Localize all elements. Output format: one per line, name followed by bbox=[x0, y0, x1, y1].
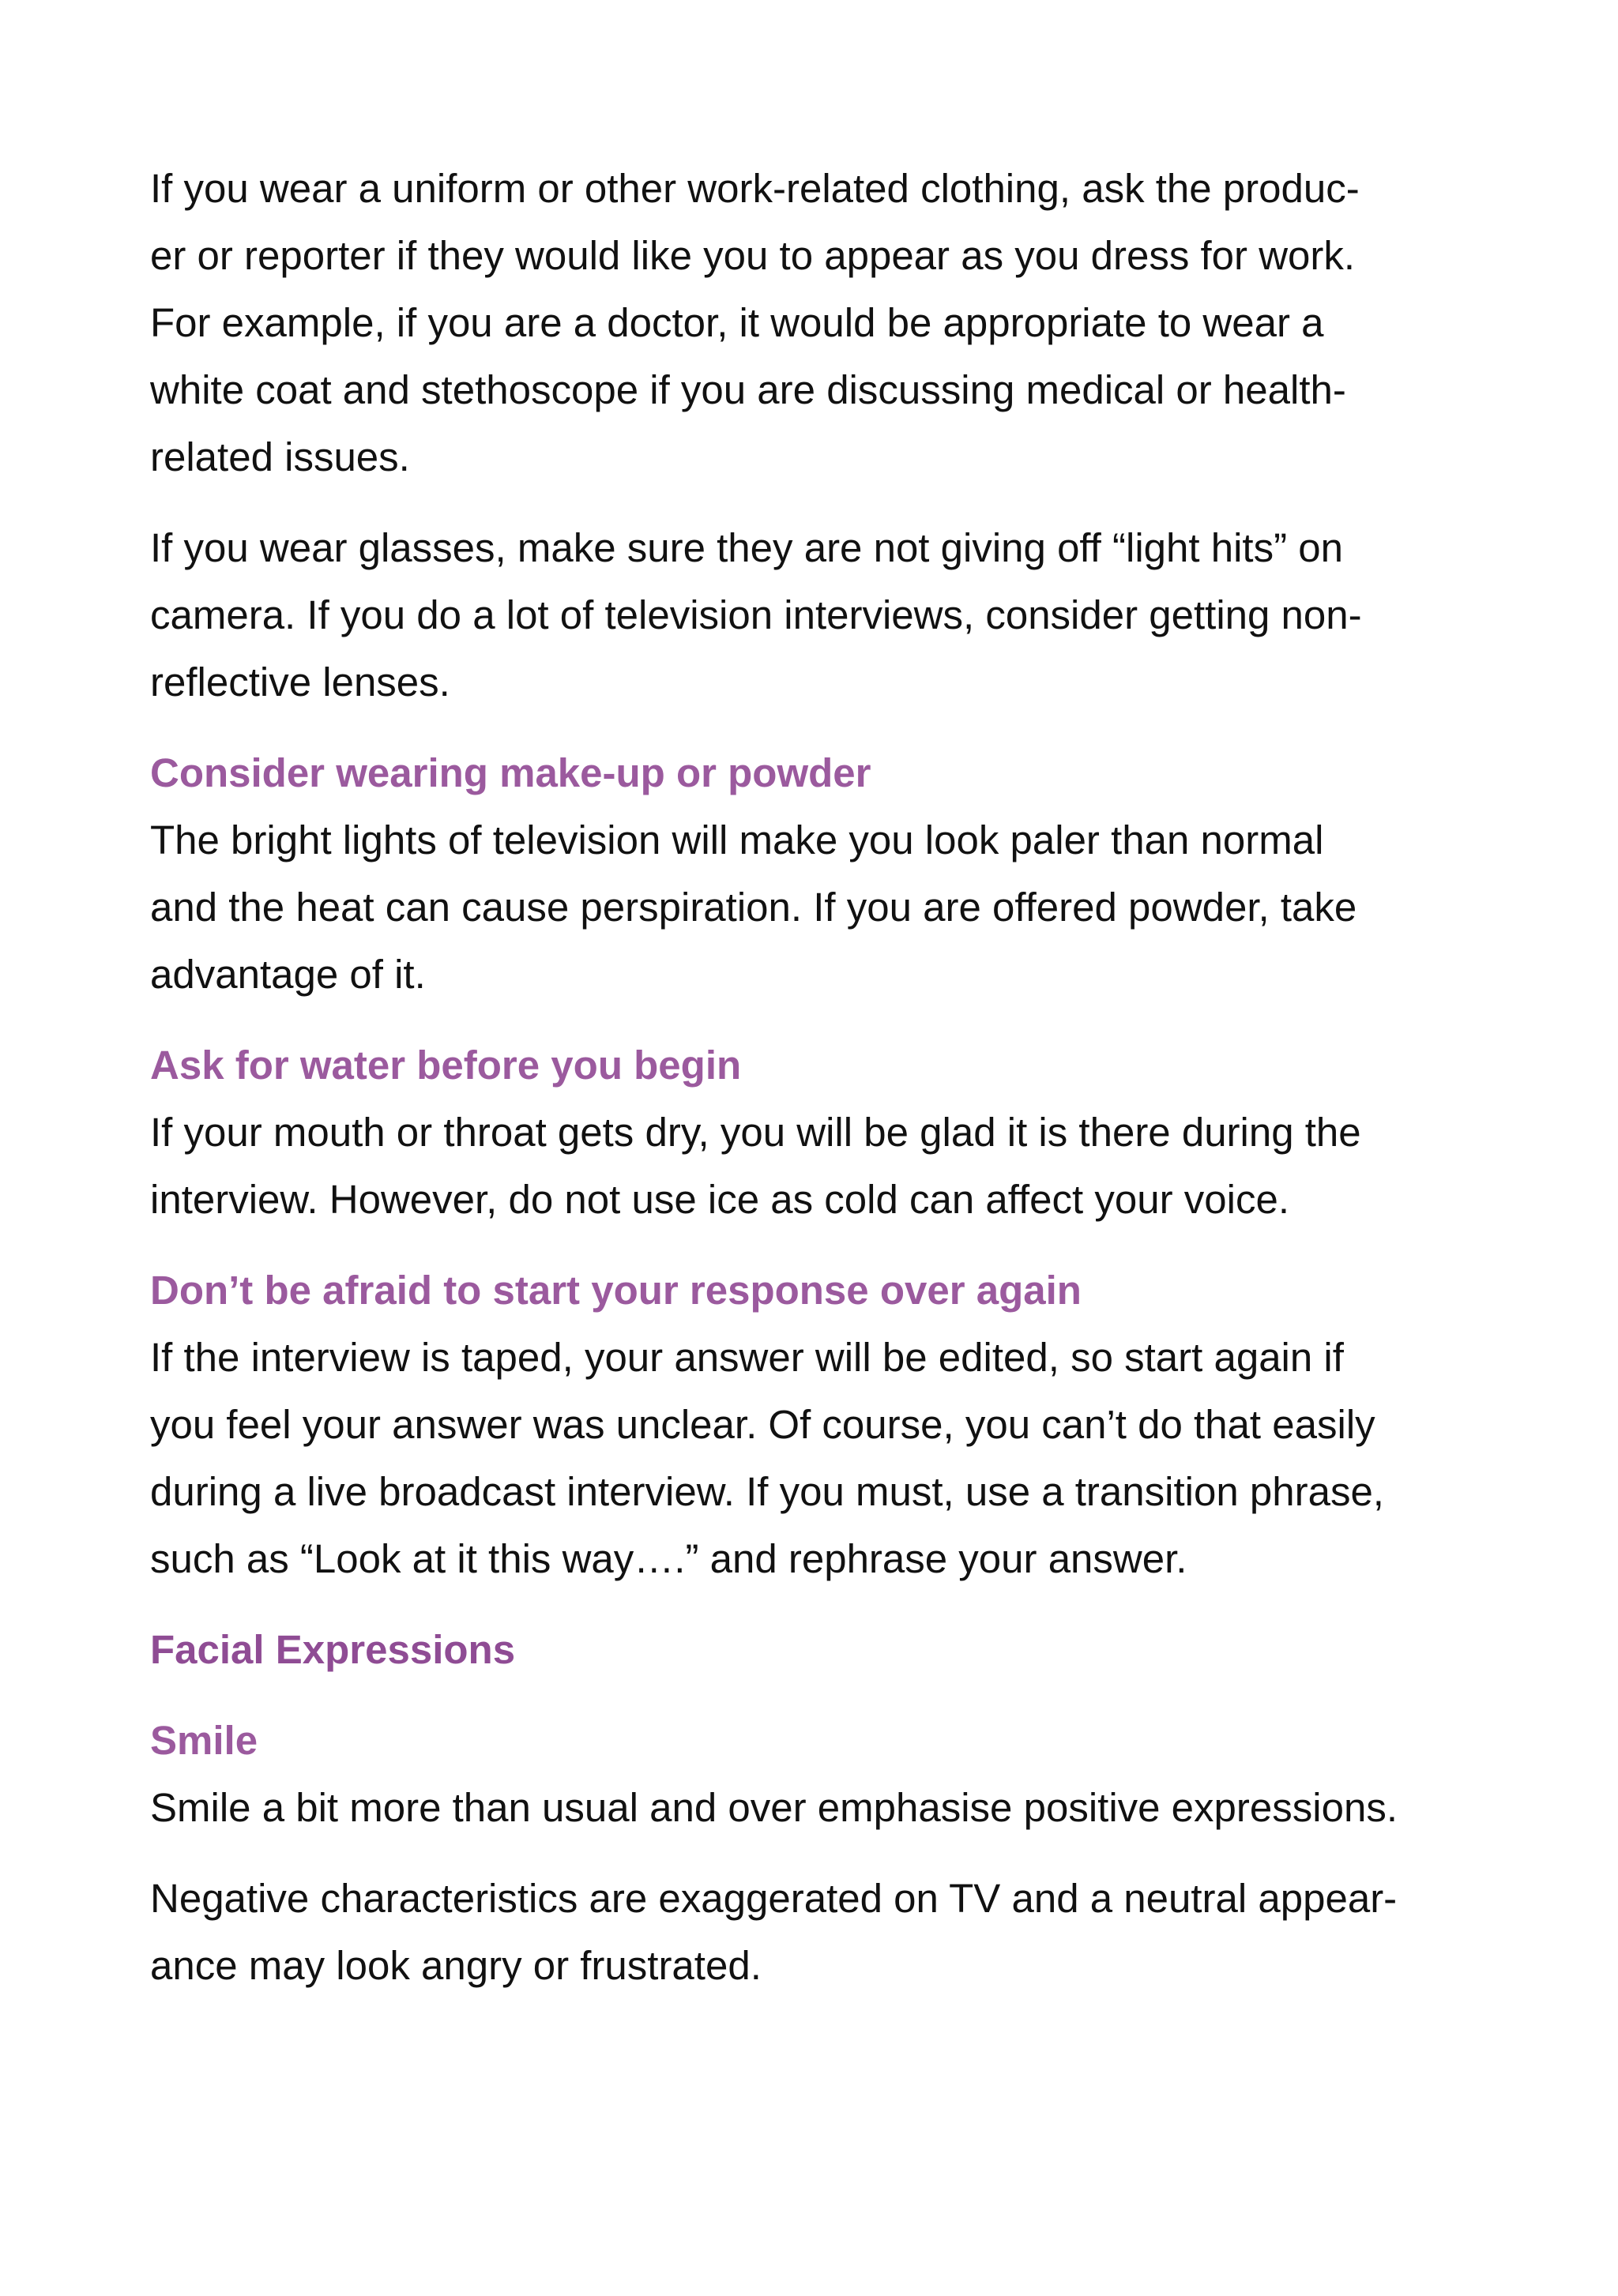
subheading-smile: Smile bbox=[150, 1718, 258, 1763]
paragraph-makeup bbox=[150, 806, 1477, 1008]
paragraph-restart bbox=[150, 1324, 1477, 1592]
spacer bbox=[150, 1683, 1477, 1707]
spacer bbox=[150, 1233, 1477, 1257]
spacer bbox=[150, 1841, 1477, 1865]
paragraph-glasses bbox=[150, 514, 1477, 716]
text-line: If the interview is taped, your answer will be edited, so start again if bbox=[150, 1335, 1344, 1380]
paragraph-water bbox=[150, 1099, 1477, 1233]
text-line: ance may look angry or frustrated. bbox=[150, 1943, 762, 1988]
text-line: you feel your answer was unclear. Of course, you can’t do that easily bbox=[150, 1402, 1375, 1447]
spacer bbox=[150, 1008, 1477, 1032]
text-line: interview. However, do not use ice as cold can affect your voice. bbox=[150, 1177, 1289, 1222]
subheading-water: Ask for water before you begin bbox=[150, 1043, 742, 1088]
text-line: reflective lenses. bbox=[150, 659, 450, 705]
subheading-restart: Don’t be afraid to start your response over again bbox=[150, 1268, 1082, 1313]
text-line: er or reporter if they would like you to appear as you dress for work. bbox=[150, 233, 1356, 278]
text-line: Smile a bit more than usual and over emphasise positive expressions. bbox=[150, 1785, 1398, 1830]
section-heading-facial-expressions: Facial Expressions bbox=[150, 1627, 516, 1672]
spacer bbox=[150, 716, 1477, 739]
text-line: camera. If you do a lot of television interviews, consider getting non- bbox=[150, 592, 1362, 637]
text-line: If you wear glasses, make sure they are not giving off “light hits” on bbox=[150, 525, 1343, 570]
text-line: advantage of it. bbox=[150, 952, 426, 997]
text-line: during a live broadcast interview. If you must, use a transition phrase, bbox=[150, 1469, 1384, 1514]
text-line: The bright lights of television will make you look paler than normal bbox=[150, 817, 1324, 862]
text-line: white coat and stethoscope if you are discussing medical or health- bbox=[150, 367, 1346, 412]
text-line: such as “Look at it this way….” and rephrase your answer. bbox=[150, 1536, 1187, 1581]
text-line: Negative characteristics are exaggerated on TV and a neutral appear- bbox=[150, 1876, 1398, 1921]
paragraph-smile bbox=[150, 1774, 1477, 1841]
spacer bbox=[150, 490, 1477, 514]
text-line: If your mouth or throat gets dry, you will be glad it is there during the bbox=[150, 1110, 1361, 1155]
spacer bbox=[150, 1592, 1477, 1616]
paragraph-uniform bbox=[150, 155, 1477, 490]
paragraph-negative bbox=[150, 1865, 1477, 1999]
page-content bbox=[150, 155, 1477, 1999]
text-line: For example, if you are a doctor, it would be appropriate to wear a bbox=[150, 300, 1324, 345]
text-line: If you wear a uniform or other work-related clothing, ask the produc- bbox=[150, 166, 1360, 211]
text-line: and the heat can cause perspiration. If you are offered powder, take bbox=[150, 885, 1357, 930]
text-line: related issues. bbox=[150, 434, 410, 479]
subheading-makeup: Consider wearing make-up or powder bbox=[150, 750, 871, 795]
